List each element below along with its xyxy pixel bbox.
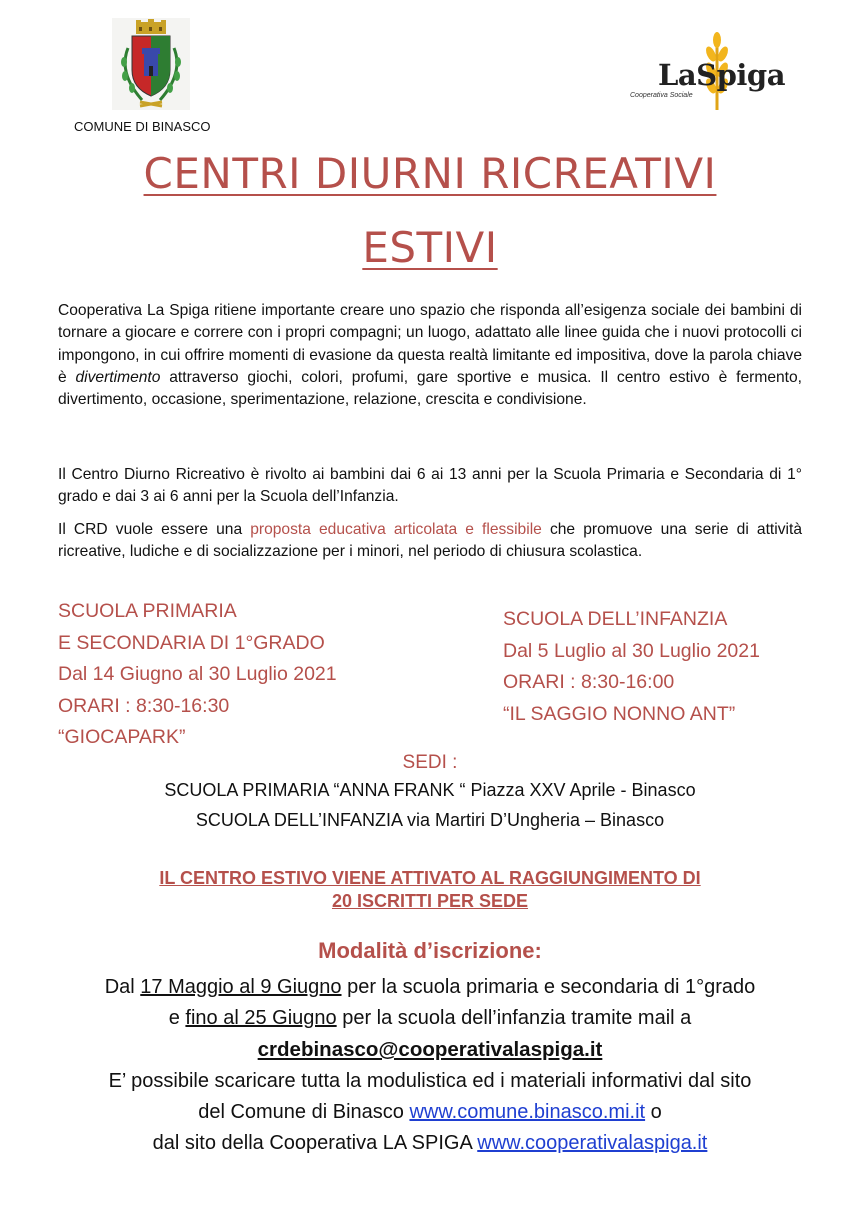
sede-primaria: SCUOLA PRIMARIA “ANNA FRANK “ Piazza XXV Aprile - Binasco <box>164 780 696 800</box>
crd-paragraph <box>58 519 802 564</box>
logo-subtitle: Cooperativa Sociale <box>630 92 693 99</box>
reg2-deadline: fino al 25 Giugno <box>185 1007 337 1029</box>
infanzia-schedule <box>503 604 760 730</box>
primaria-dates: Dal 14 Giugno al 30 Luglio 2021 <box>58 663 337 685</box>
notice-line2: 20 ISCRITTI PER SEDE <box>331 891 529 911</box>
crd-text-2: che promuove una serie di attività ricreative, ludiche e di socializzazione per i minori, nel periodo di chiusura scolastica. <box>58 521 802 561</box>
comune-website-link[interactable]: www.comune.binasco.mi.it <box>409 1101 646 1123</box>
crd-highlight: proposta educativa articolata e flessibile <box>250 521 542 538</box>
comune-crest-icon <box>112 18 190 110</box>
reg2-text-a: e <box>168 1007 186 1029</box>
la-spiga-logo <box>620 28 800 114</box>
infanzia-hours: ORARI : 8:30-16:00 <box>503 671 675 693</box>
logo-name: LaSpiga <box>658 58 785 92</box>
primaria-name: “GIOCAPARK” <box>58 726 186 748</box>
primaria-line2: E SECONDARIA DI 1°GRADO <box>58 631 325 654</box>
reg1-text-a: Dal <box>104 976 141 998</box>
registration-line4 <box>0 1097 860 1128</box>
intro-text-1: Cooperativa La Spiga ritiene importante creare uno spazio che risponda all’esigenza sociale dei bambini di tornare a giocare e correre con i propri compagni; un luogo, adattato alle linee guida che i nuovi protocolli ci impongono, in cui offrire momenti di evasione da questa realtà limitante ed impositiva, dove la parola chiave è <box>58 302 802 386</box>
registration-line3: E’ possibile scaricare tutta la modulistica ed i materiali informativi dal sito <box>108 1070 752 1092</box>
registration-title: Modalità d’iscrizione: <box>318 938 542 963</box>
reg5-text-a: dal sito della Cooperativa LA SPIGA <box>152 1132 478 1154</box>
comune-label: COMUNE DI BINASCO <box>74 119 211 134</box>
primaria-hours: ORARI : 8:30-16:30 <box>58 694 230 717</box>
registration-email[interactable]: crdebinasco@cooperativalaspiga.it <box>257 1038 603 1061</box>
primaria-schedule <box>58 596 337 754</box>
registration-line5 <box>0 1128 860 1159</box>
infanzia-dates: Dal 5 Luglio al 30 Luglio 2021 <box>503 639 760 662</box>
reg2-text-b: per la scuola dell’infanzia tramite mail a <box>336 1007 692 1029</box>
infanzia-line1: SCUOLA DELL’INFANZIA <box>503 608 728 630</box>
primaria-line1: SCUOLA PRIMARIA <box>58 600 237 622</box>
intro-emphasis: divertimento <box>75 368 161 386</box>
crd-text-1: Il CRD vuole essere una <box>58 521 251 538</box>
page-title-line2: ESTIVI <box>362 223 498 272</box>
reg4-text-a: del Comune di Binasco <box>198 1101 410 1123</box>
activation-notice <box>0 867 860 913</box>
notice-line1: IL CENTRO ESTIVO VIENE ATTIVATO AL RAGGIUNGIMENTO DI <box>159 868 701 888</box>
intro-text-2: attraverso giochi, colori, profumi, gare sportive e musica. Il centro estivo è fermento, divertimento, occasione, sperimentazione, relazione, crescita e condivisione. <box>58 368 803 409</box>
target-paragraph: Il Centro Diurno Ricreativo è rivolto ai bambini dai 6 ai 13 anni per la Scuola Primaria e Secondaria di 1° grado e dai 3 ai 6 anni per la Scuola dell’Infanzia. <box>58 466 802 506</box>
reg4-text-b: o <box>645 1101 662 1123</box>
page-title-line1: CENTRI DIURNI RICREATIVI <box>143 149 717 198</box>
reg1-dates: 17 Maggio al 9 Giugno <box>140 976 342 998</box>
cooperativa-website-link[interactable]: www.cooperativalaspiga.it <box>477 1132 708 1154</box>
reg1-text-b: per la scuola primaria e secondaria di 1°grado <box>341 976 756 998</box>
registration-line2 <box>0 1003 860 1034</box>
registration-line1 <box>0 972 860 1003</box>
sedi-heading: SEDI : <box>402 752 458 773</box>
intro-paragraph <box>58 300 802 411</box>
sede-infanzia: SCUOLA DELL’INFANZIA via Martiri D’Ungheria – Binasco <box>195 810 665 830</box>
infanzia-name: “IL SAGGIO NONNO ANT” <box>503 702 736 725</box>
